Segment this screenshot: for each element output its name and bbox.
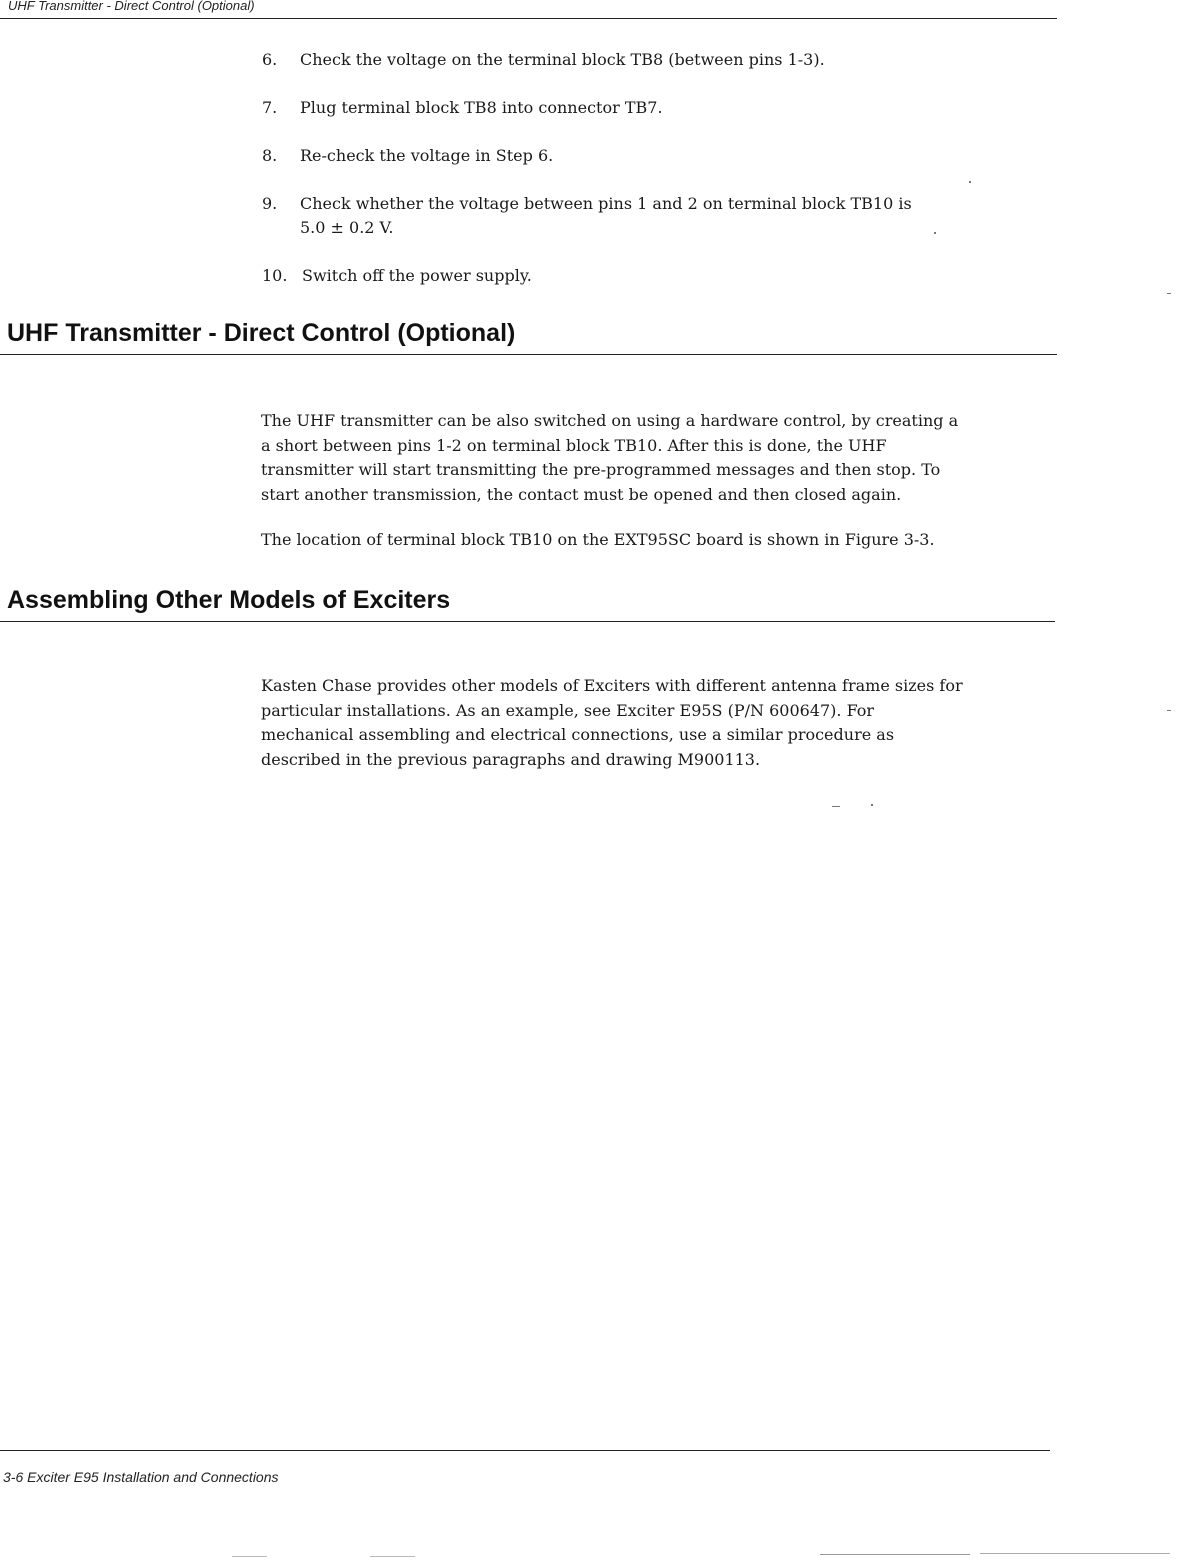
scan-speck	[871, 804, 873, 806]
header-rule	[0, 18, 1057, 19]
section-rule	[0, 621, 1055, 622]
scan-speck	[934, 232, 936, 234]
scan-speck	[232, 1556, 267, 1557]
footer-rule	[0, 1450, 1050, 1451]
paragraph-line: Kasten Chase provides other models of Exciters with different antenna frame sizes for	[261, 676, 963, 695]
paragraph	[261, 528, 1061, 553]
paragraph-line: particular installations. As an example, see Exciter E95S (P/N 600647). For	[261, 700, 875, 720]
scan-speck	[370, 1556, 415, 1557]
step-number: 8.	[262, 146, 278, 165]
paragraph-line: The UHF transmitter can be also switched on using a hardware control, by creating a	[261, 411, 959, 430]
scan-speck	[969, 181, 971, 183]
paragraph-line: a short between pins 1-2 on terminal block TB10. After this is done, the UHF	[261, 435, 887, 455]
step-8	[262, 144, 553, 168]
step-text: Switch off the power supply.	[302, 266, 532, 285]
paragraph-line: mechanical assembling and electrical connections, use a similar procedure as	[261, 725, 895, 744]
step-text: Plug terminal block TB8 into connector TB7.	[300, 98, 663, 117]
step-text: Check the voltage on the terminal block TB8 (between pins 1-3).	[300, 50, 825, 69]
step-number: 7.	[262, 98, 278, 117]
paragraph-line: transmitter will start transmitting the pre-programmed messages and then stop. To	[261, 460, 941, 479]
section-rule	[0, 354, 1057, 355]
paragraph-line: described in the previous paragraphs and drawing M900113.	[261, 749, 761, 769]
section-heading-uhf-direct-control: UHF Transmitter - Direct Control (Optional)	[7, 319, 516, 347]
paragraph	[261, 674, 1061, 772]
step-6	[262, 48, 825, 72]
running-header: UHF Transmitter - Direct Control (Optional)	[8, 0, 255, 13]
paragraph-line: start another transmission, the contact must be opened and then closed again.	[261, 484, 902, 504]
step-10	[262, 264, 532, 288]
step-7	[262, 96, 663, 120]
step-number: 6.	[262, 50, 278, 69]
paragraph-line: The location of terminal block TB10 on the EXT95SC board is shown in Figure 3-3.	[261, 530, 935, 549]
paragraph	[261, 409, 1061, 507]
step-9	[262, 192, 912, 240]
scan-speck	[820, 1554, 970, 1555]
section-heading-assembling-other-models: Assembling Other Models of Exciters	[7, 586, 451, 614]
scan-speck	[1167, 710, 1171, 711]
step-number: 10.	[262, 266, 288, 285]
scan-speck	[980, 1553, 1170, 1554]
scan-speck	[832, 806, 840, 807]
step-text: Re-check the voltage in Step 6.	[300, 146, 554, 165]
step-text-continuation: 5.0 ± 0.2 V.	[300, 218, 394, 237]
page-footer: 3-6 Exciter E95 Installation and Connections	[3, 1469, 279, 1485]
step-text: Check whether the voltage between pins 1 and 2 on terminal block TB10 is	[300, 194, 912, 213]
step-number: 9.	[262, 194, 278, 213]
scan-speck	[1167, 293, 1171, 294]
